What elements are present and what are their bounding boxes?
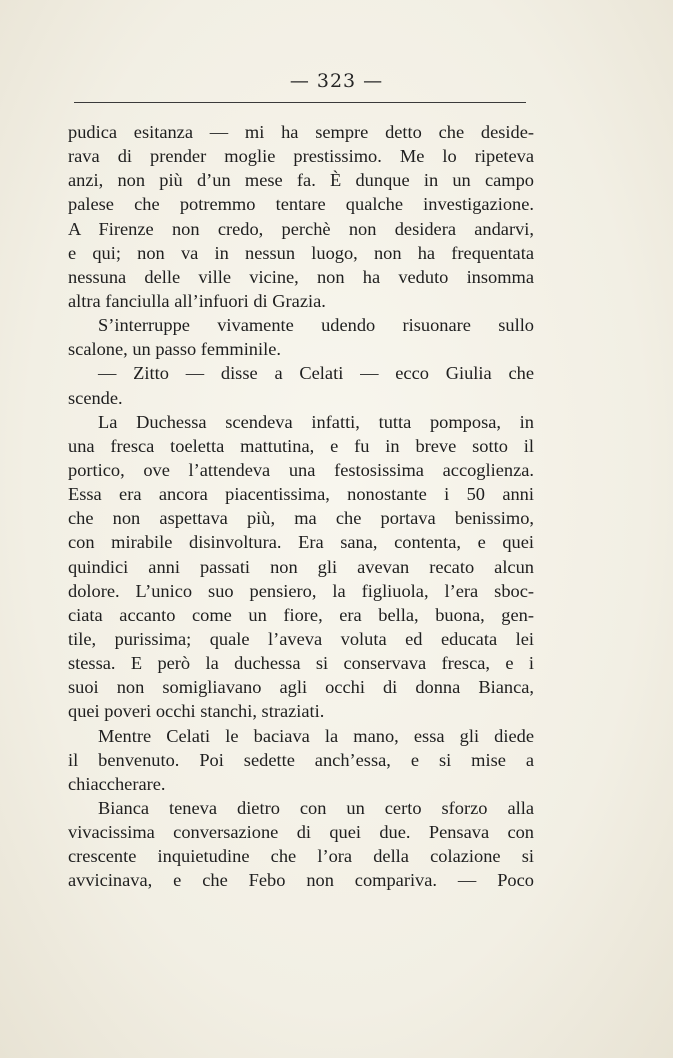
text-line: crescente inquietudine che l’ora della colazione si: [68, 846, 534, 867]
text-line: chiaccherare.: [68, 773, 166, 794]
text-line: quindici anni passati non gli avevan recato alcun: [68, 556, 534, 577]
text-line: Essa era ancora piacentissima, nonostante i 50 anni: [68, 484, 534, 505]
text-line: suoi non somigliavano agli occhi di donna Bianca,: [68, 677, 534, 698]
text-line: rava di prender moglie prestissimo. Me lo ripeteva: [68, 146, 534, 167]
header-rule: [74, 102, 526, 103]
text-line: ciata accanto come un fiore, era bella, buona, gen-: [68, 604, 534, 625]
text-line: La Duchessa scendeva infatti, tutta pomposa, in: [98, 411, 534, 432]
text-line: S’interruppe vivamente udendo risuonare sullo: [98, 315, 534, 336]
text-line: il benvenuto. Poi sedette anch’essa, e si mise a: [68, 749, 534, 770]
page-number: — 323 —: [289, 70, 384, 92]
text-line: nessuna delle ville vicine, non ha veduto insomma: [68, 266, 534, 287]
text-line: pudica esitanza — mi ha sempre detto che deside-: [68, 122, 534, 142]
text-line: scende.: [68, 387, 123, 408]
text-line: anzi, non più d’un mese fa. È dunque in un campo: [68, 170, 534, 191]
body-text: [68, 120, 534, 893]
text-line: Bianca teneva dietro con un certo sforzo alla: [98, 797, 534, 818]
text-line: dolore. L’unico suo pensiero, la figliuola, l’era sboc-: [68, 580, 534, 601]
text-line: palese che potremmo tentare qualche investigazione.: [68, 194, 534, 215]
text-line: A Firenze non credo, perchè non desidera andarvi,: [68, 218, 534, 239]
text-line: e qui; non va in nessun luogo, non ha frequentata: [68, 242, 534, 263]
text-line: con mirabile disinvoltura. Era sana, contenta, e quei: [68, 532, 534, 553]
text-line: avvicinava, e che Febo non compariva. — Poco: [68, 870, 534, 891]
text-line: scalone, un passo femminile.: [68, 339, 281, 360]
text-line: stessa. E però la duchessa si conservava fresca, e i: [68, 653, 534, 674]
text-line: altra fanciulla all’infuori di Grazia.: [68, 290, 326, 311]
text-line: portico, ove l’attendeva una festosissima accoglienza.: [68, 459, 534, 480]
text-line: quei poveri occhi stanchi, straziati.: [68, 701, 325, 722]
text-line: — Zitto — disse a Celati — ecco Giulia che: [98, 363, 534, 384]
text-line: una fresca toeletta mattutina, e fu in breve sotto il: [68, 435, 534, 456]
text-line: che non aspettava più, ma che portava benissimo,: [68, 508, 534, 529]
text-line: vivacissima conversazione di quei due. Pensava con: [68, 822, 534, 843]
text-line: Mentre Celati le baciava la mano, essa gli diede: [98, 725, 534, 746]
text-line: tile, purissima; quale l’aveva voluta ed educata lei: [68, 628, 534, 649]
